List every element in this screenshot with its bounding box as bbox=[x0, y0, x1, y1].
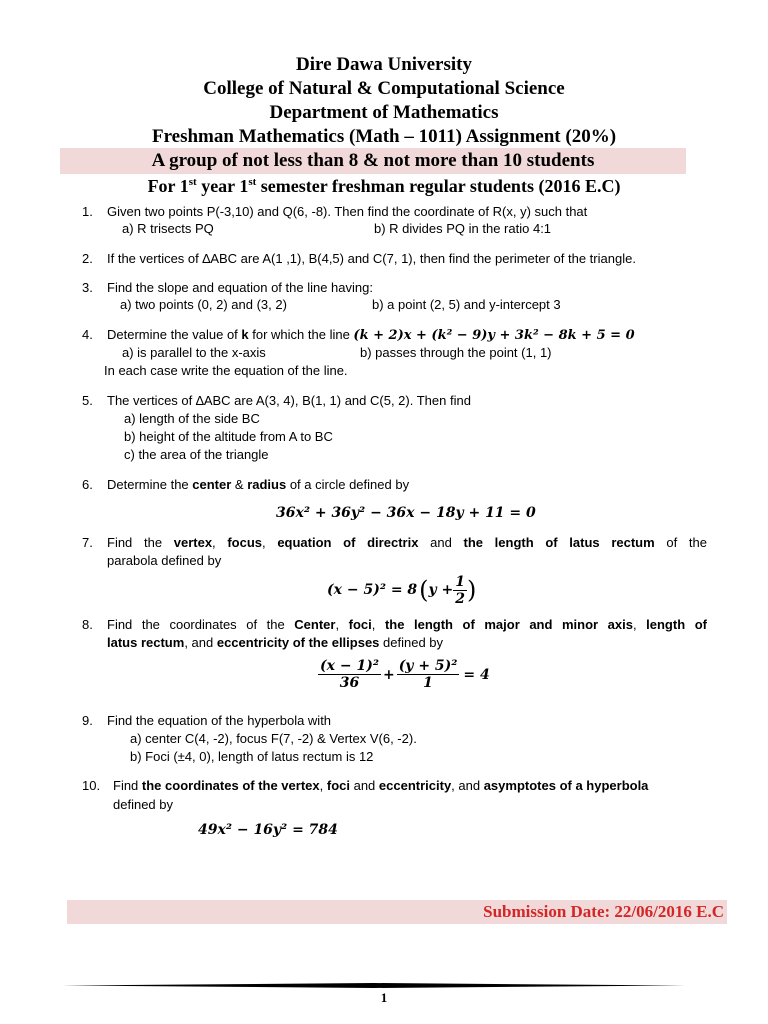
question-6-text: Determine the center & radius of a circle defined by bbox=[107, 477, 410, 492]
target-students: For 1st year 1st semester freshman regular students (2016 E.C) bbox=[147, 176, 621, 196]
question-9-text: Find the equation of the hyperbola with bbox=[107, 713, 332, 728]
question-number: 7. bbox=[82, 535, 93, 550]
question-number: 3. bbox=[82, 280, 93, 295]
question-10-text: Find the coordinates of the vertex, foci and eccentricity, and asymptotes of a hyperbola bbox=[113, 778, 649, 793]
question-5-part-b: b) height of the altitude from A to BC bbox=[124, 429, 333, 444]
question-7-equation: (x − 5)² = 8 ( y + $\frac{1}{2}$ ) bbox=[327, 573, 477, 607]
question-8-text: Find the coordinates of the Center, foci, the length of major and minor axis, length of bbox=[107, 617, 707, 632]
question-3-part-a: a) two points (0, 2) and (3, 2) bbox=[120, 297, 287, 312]
question-2-text: If the vertices of ∆ABC are A(1 ,1), B(4,5) and C(7, 1), then find the perimeter of the triangle. bbox=[107, 251, 636, 266]
page-number: 1 bbox=[380, 990, 388, 1005]
department-name: Department of Mathematics bbox=[269, 102, 499, 123]
question-number: 4. bbox=[82, 327, 93, 342]
question-number: 2. bbox=[82, 251, 93, 266]
question-5-part-c: c) the area of the triangle bbox=[124, 447, 269, 462]
document-header bbox=[0, 53, 768, 149]
question-4-equation: (k + 2)x + (k² − 9)y + 3k² − 8k + 5 = 0 bbox=[353, 328, 635, 343]
question-number: 1. bbox=[82, 204, 93, 219]
question-3-text: Find the slope and equation of the line having: bbox=[107, 280, 373, 295]
question-7-text: Find the vertex, focus, equation of directrix and the length of latus rectum of the bbox=[107, 535, 707, 550]
question-7-fraction: $\frac{1}{2}$ bbox=[455, 573, 466, 607]
question-7-text-line2: parabola defined by bbox=[107, 553, 222, 568]
question-number: 6. bbox=[82, 477, 93, 492]
question-5-part-a: a) length of the side BC bbox=[124, 411, 260, 426]
question-5-text: The vertices of ∆ABC are A(3, 4), B(1, 1) and C(5, 2). Then find bbox=[107, 393, 471, 408]
question-number: 8. bbox=[82, 617, 93, 632]
question-4-note: In each case write the equation of the line. bbox=[104, 363, 348, 378]
submission-date: Submission Date: 22/06/2016 E.C bbox=[483, 902, 724, 921]
question-1-text: Given two points P(-3,10) and Q(6, -8). Then find the coordinate of R(x, y) such that bbox=[107, 204, 588, 219]
question-10-text-line2: defined by bbox=[113, 797, 173, 812]
question-9-part-a: a) center C(4, -2), focus F(7, -2) & Vertex V(6, -2). bbox=[130, 731, 417, 746]
question-3-part-b: b) a point (2, 5) and y-intercept 3 bbox=[372, 297, 561, 312]
university-name: Dire Dawa University bbox=[296, 54, 472, 75]
footer-rule bbox=[62, 983, 686, 988]
question-6-equation: 36x² + 36y² − 36x − 18y + 11 = 0 bbox=[276, 505, 536, 521]
question-8-text-line2: latus rectum, and eccentricity of the ellipses defined by bbox=[107, 635, 444, 650]
group-note: A group of not less than 8 & not more than 10 students bbox=[151, 150, 595, 171]
question-1-part-a: a) R trisects PQ bbox=[122, 221, 214, 236]
college-name: College of Natural & Computational Science bbox=[203, 78, 565, 99]
question-4-part-b: b) passes through the point (1, 1) bbox=[360, 345, 552, 360]
question-1-part-b: b) R divides PQ in the ratio 4:1 bbox=[374, 221, 552, 236]
question-number: 10. bbox=[82, 778, 101, 793]
question-number: 5. bbox=[82, 393, 93, 408]
question-4-part-a: a) is parallel to the x-axis bbox=[122, 345, 266, 360]
question-8-equation: $\frac{\text{(x − 1)²}}{36}$ + $\frac{\text{(y + 5)²}}{1}$ = 4 bbox=[320, 658, 490, 691]
question-number: 9. bbox=[82, 713, 93, 728]
question-10-equation: 49x² − 16y² = 784 bbox=[198, 822, 338, 838]
question-4-text: Determine the value of k for which the line (k + 2)x + (k² − 9)y + 3k² − 8k + 5 = 0 bbox=[107, 327, 635, 343]
question-9-part-b: b) Foci (±4, 0), length of latus rectum is 12 bbox=[130, 749, 374, 764]
course-title: Freshman Mathematics (Math – 1011) Assignment (20%) bbox=[151, 126, 617, 147]
